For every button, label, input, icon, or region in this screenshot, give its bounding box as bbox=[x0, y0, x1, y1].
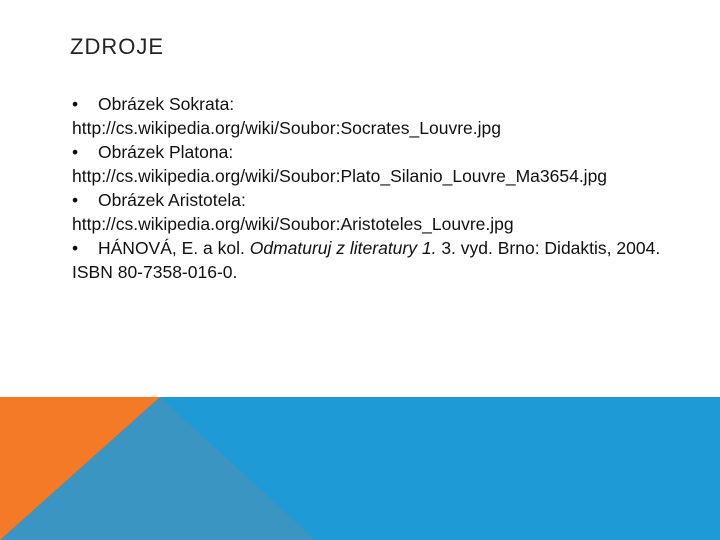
source-url: http://cs.wikipedia.org/wiki/Soubor:Aristoteles_Louvre.jpg bbox=[72, 214, 514, 234]
item-label: Obrázek Sokrata: bbox=[98, 94, 235, 114]
citation-prefix: HÁNOVÁ, E. a kol. bbox=[98, 238, 250, 258]
item-label: Obrázek Platona: bbox=[98, 142, 234, 162]
bullet: • bbox=[72, 190, 79, 210]
source-url: http://cs.wikipedia.org/wiki/Soubor:Socrates_Louvre.jpg bbox=[72, 118, 501, 138]
source-url: http://cs.wikipedia.org/wiki/Soubor:Plato_Silanio_Louvre_Ma3654.jpg bbox=[72, 166, 608, 186]
bullet: • bbox=[72, 94, 79, 114]
bullet: • bbox=[72, 238, 79, 258]
citation-book-title: Odmaturuj z literatury 1. bbox=[249, 238, 437, 258]
item-label: Obrázek Aristotela: bbox=[98, 190, 246, 210]
citation-suffix: 3. vyd. Brno: Didaktis, 2004. ISBN 80-7358-016-0. bbox=[72, 238, 661, 282]
bullet: • bbox=[72, 142, 79, 162]
slide-title: ZDROJE bbox=[70, 34, 164, 59]
